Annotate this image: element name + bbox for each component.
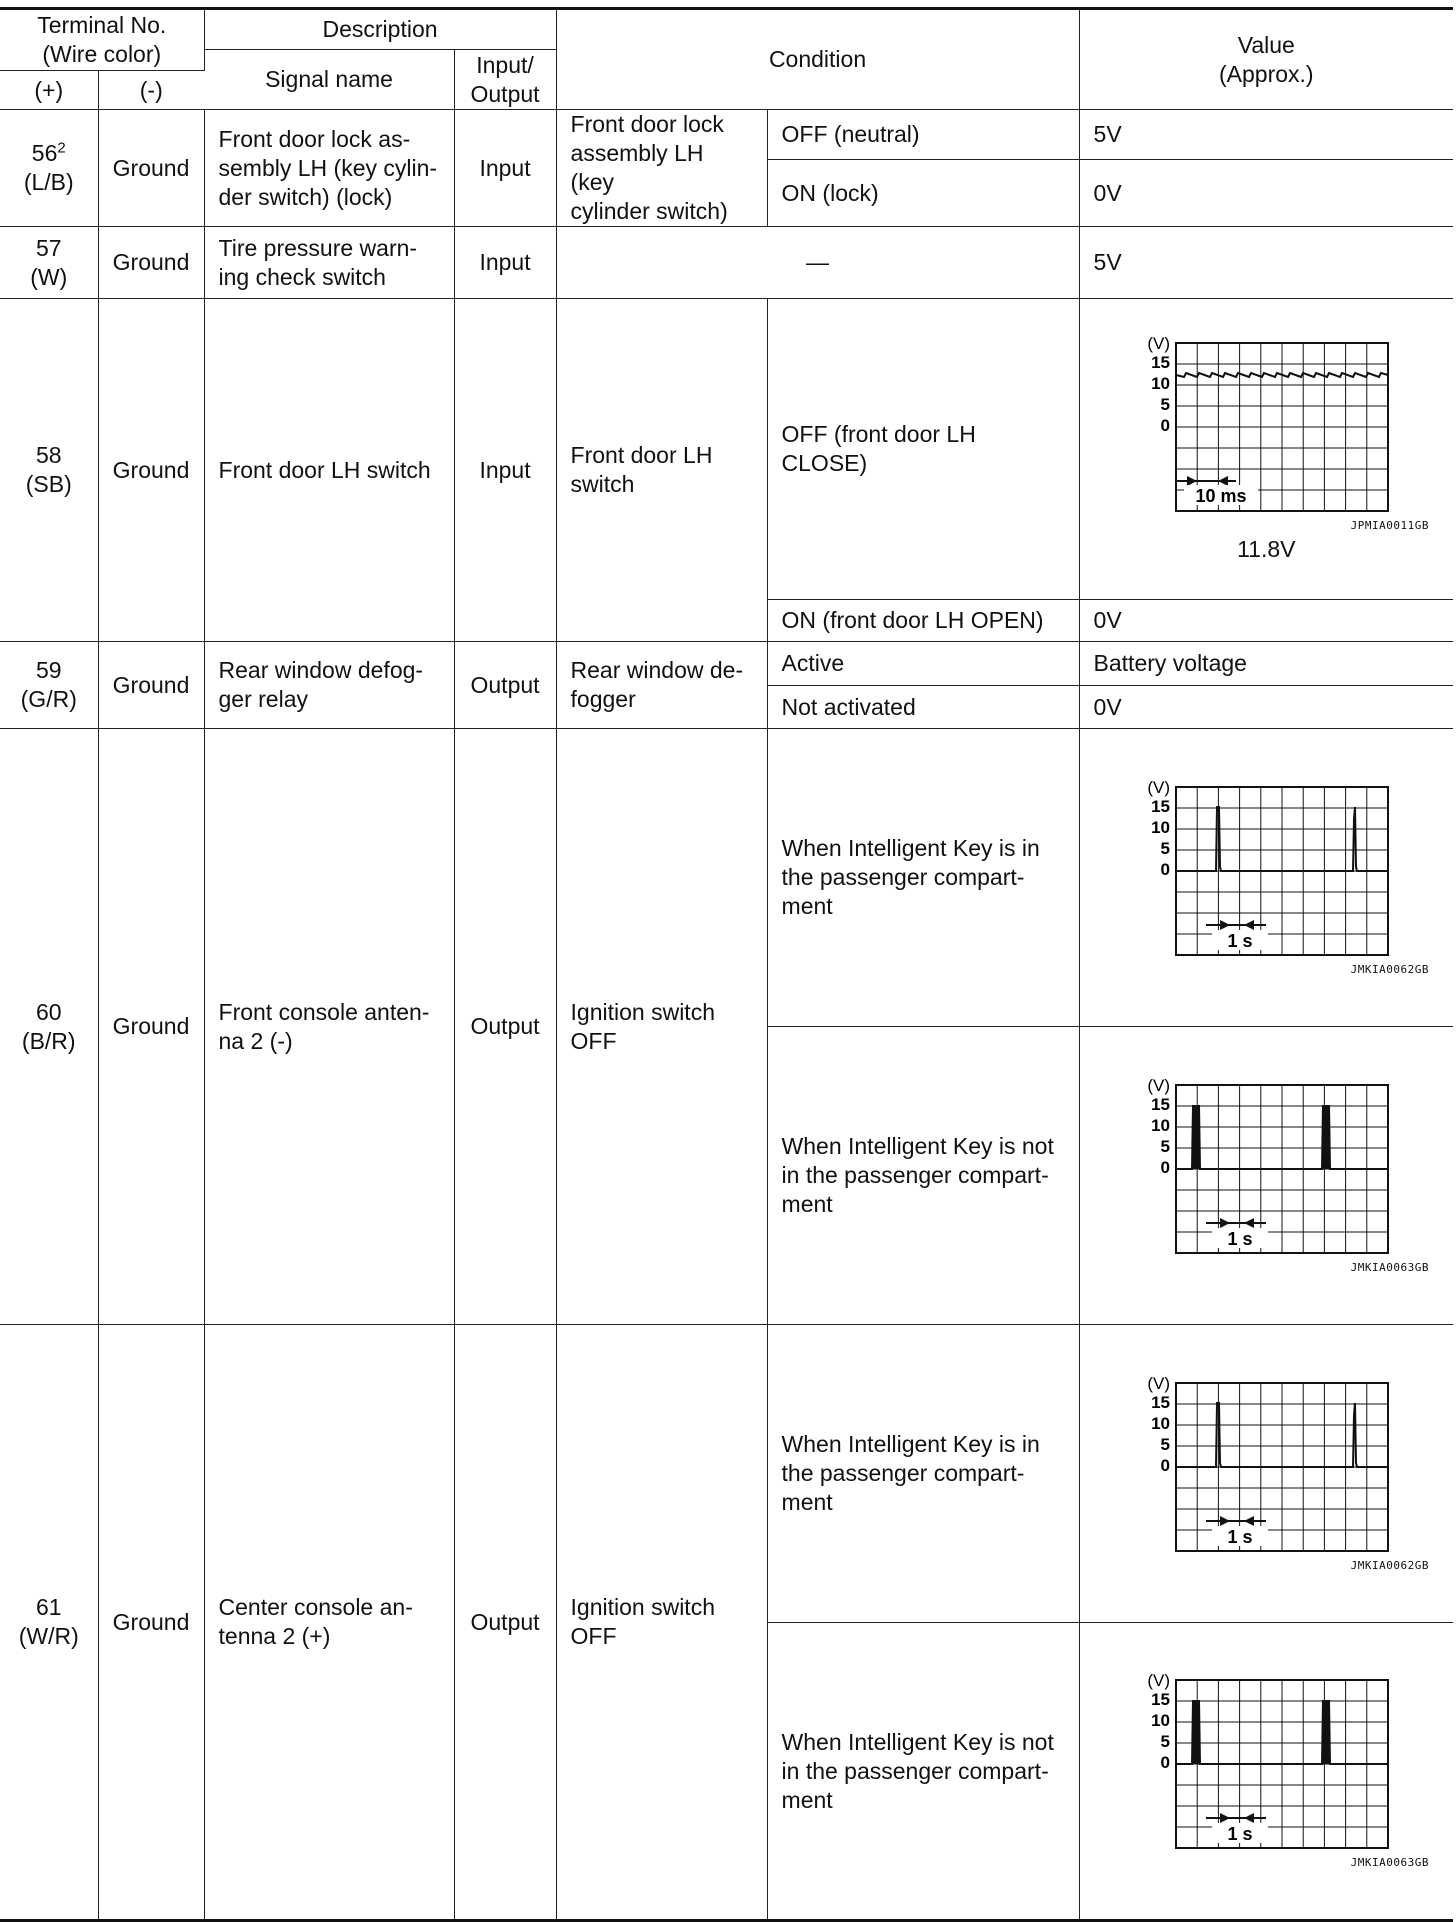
condition-main: Ignition switch OFF	[556, 729, 767, 1325]
description-header: Description	[204, 9, 556, 50]
svg-text:15: 15	[1151, 1094, 1171, 1114]
table-row	[0, 1325, 1453, 1623]
value: 11.8V	[1237, 535, 1296, 562]
svg-text:15: 15	[1151, 352, 1171, 372]
svg-text:0: 0	[1160, 1455, 1171, 1475]
condition-main: Front door LH switch	[556, 299, 767, 642]
table-row	[0, 110, 1453, 160]
condition-state: OFF (front door LH CLOSE)	[767, 299, 1079, 600]
svg-text:(V): (V)	[1147, 1672, 1171, 1690]
io-type: Input	[454, 299, 556, 642]
terminal-no-header	[0, 9, 204, 71]
svg-text:(V): (V)	[1147, 1374, 1171, 1393]
condition-state: ON (lock)	[767, 160, 1079, 227]
terminal-plus: $56^2$ (L/B)	[0, 110, 98, 227]
condition-header: Condition	[556, 9, 1079, 110]
svg-text:15: 15	[1151, 796, 1171, 816]
value-waveform	[1079, 1325, 1453, 1623]
io-type: Output	[454, 642, 556, 729]
value-label: Value	[1237, 31, 1295, 58]
svg-text:10: 10	[1151, 373, 1171, 393]
svg-text:1 s: 1 s	[1227, 1526, 1253, 1547]
terminal-minus: Ground	[98, 110, 204, 227]
signal-name: Front console anten- na 2 (-)	[204, 729, 454, 1325]
svg-text:5: 5	[1160, 1434, 1171, 1454]
terminal-plus: 59 (G/R)	[0, 642, 98, 729]
value: 5V	[1079, 227, 1453, 299]
oscilloscope-waveform	[1136, 335, 1396, 515]
io-type: Output	[454, 729, 556, 1325]
wire-color-label: (Wire color)	[42, 41, 162, 67]
signal-name: Rear window defog- ger relay	[204, 642, 454, 729]
terminal-minus: Ground	[98, 729, 204, 1325]
value: Battery voltage	[1079, 642, 1453, 686]
condition-state: When Intelligent Key is not in the passenger compart- ment	[767, 1623, 1079, 1921]
value-waveform	[1079, 1623, 1453, 1921]
terminal-plus: 58 (SB)	[0, 299, 98, 642]
value-waveform	[1079, 299, 1453, 600]
condition-state: Not activated	[767, 686, 1079, 729]
plus-header: (+)	[0, 71, 98, 110]
io-type: Input	[454, 227, 556, 299]
oscilloscope-waveform	[1136, 1672, 1396, 1852]
condition-state: When Intelligent Key is in the passenger compart- ment	[767, 729, 1079, 1027]
figure-code: JPMIA0011GB	[1350, 518, 1430, 532]
io-type: Input	[454, 110, 556, 227]
svg-text:5: 5	[1160, 1136, 1171, 1156]
svg-text:(V): (V)	[1147, 1076, 1171, 1095]
value: 0V	[1079, 686, 1453, 729]
condition-main: Rear window de- fogger	[556, 642, 767, 729]
terminal-minus: Ground	[98, 299, 204, 642]
value-waveform	[1079, 729, 1453, 1027]
svg-text:(V): (V)	[1147, 334, 1171, 353]
input-label: Input/	[476, 51, 534, 78]
value-header	[1079, 9, 1453, 110]
condition-state: Active	[767, 642, 1079, 686]
svg-text:1 s: 1 s	[1227, 1824, 1253, 1844]
svg-text:5: 5	[1160, 1732, 1171, 1751]
svg-text:5: 5	[1160, 838, 1171, 858]
table-row	[0, 729, 1453, 1027]
value: 0V	[1079, 600, 1453, 642]
signal-name-header: Signal name	[204, 50, 454, 110]
minus-header: (-)	[98, 71, 204, 110]
condition-state: When Intelligent Key is in the passenger compart- ment	[767, 1325, 1079, 1623]
svg-text:15: 15	[1151, 1690, 1171, 1709]
terminal-plus: 60 (B/R)	[0, 729, 98, 1325]
output-label: Output	[470, 80, 540, 107]
terminal-plus: 61 (W/R)	[0, 1325, 98, 1921]
svg-text:0: 0	[1160, 859, 1171, 879]
figure-code: JMKIA0062GB	[1350, 962, 1430, 976]
svg-text:0: 0	[1160, 415, 1171, 435]
figure-code: JMKIA0062GB	[1350, 1558, 1430, 1572]
condition-main: Front door lock assembly LH (key cylinder switch)	[556, 110, 767, 227]
approx-label: (Approx.)	[1218, 60, 1314, 87]
oscilloscope-waveform	[1136, 779, 1396, 959]
input-output-header	[454, 50, 556, 110]
oscilloscope-waveform	[1136, 1375, 1396, 1555]
terminal-minus: Ground	[98, 1325, 204, 1921]
table-row	[0, 642, 1453, 686]
condition-state: When Intelligent Key is not in the passenger compart- ment	[767, 1027, 1079, 1325]
figure-code: JMKIA0063GB	[1350, 1856, 1430, 1869]
signal-name: Tire pressure warn- ing check switch	[204, 227, 454, 299]
value: 0V	[1079, 160, 1453, 227]
svg-text:1 s: 1 s	[1227, 1228, 1253, 1249]
svg-text:10 ms: 10 ms	[1195, 485, 1247, 506]
oscilloscope-waveform	[1136, 1077, 1396, 1257]
terminal-minus: Ground	[98, 642, 204, 729]
svg-text:10: 10	[1151, 1413, 1171, 1433]
condition-main: —	[556, 227, 1079, 299]
terminal-no-label: Terminal No.	[37, 12, 167, 38]
svg-text:10: 10	[1151, 817, 1171, 837]
signal-name: Front door LH switch	[204, 299, 454, 642]
svg-text:10: 10	[1151, 1115, 1171, 1135]
svg-text:5: 5	[1160, 394, 1171, 414]
svg-text:1 s: 1 s	[1227, 930, 1253, 951]
svg-text:0: 0	[1160, 1157, 1171, 1177]
condition-state: ON (front door LH OPEN)	[767, 600, 1079, 642]
io-type: Output	[454, 1325, 556, 1921]
figure-code: JMKIA0063GB	[1350, 1260, 1430, 1274]
svg-text:10: 10	[1151, 1711, 1171, 1730]
table-row	[0, 227, 1453, 299]
terminal-minus: Ground	[98, 227, 204, 299]
signal-name: Center console an- tenna 2 (+)	[204, 1325, 454, 1921]
svg-text:0: 0	[1160, 1753, 1171, 1772]
signal-name: Front door lock as- sembly LH (key cylin- der switch) (lock)	[204, 110, 454, 227]
value-waveform	[1079, 1027, 1453, 1325]
terminal-table	[0, 7, 1453, 1922]
condition-main: Ignition switch OFF	[556, 1325, 767, 1921]
svg-text:15: 15	[1151, 1392, 1171, 1412]
value: 5V	[1079, 110, 1453, 160]
terminal-plus: 57 (W)	[0, 227, 98, 299]
svg-text:(V): (V)	[1147, 778, 1171, 797]
condition-state: OFF (neutral)	[767, 110, 1079, 160]
table-row	[0, 299, 1453, 600]
